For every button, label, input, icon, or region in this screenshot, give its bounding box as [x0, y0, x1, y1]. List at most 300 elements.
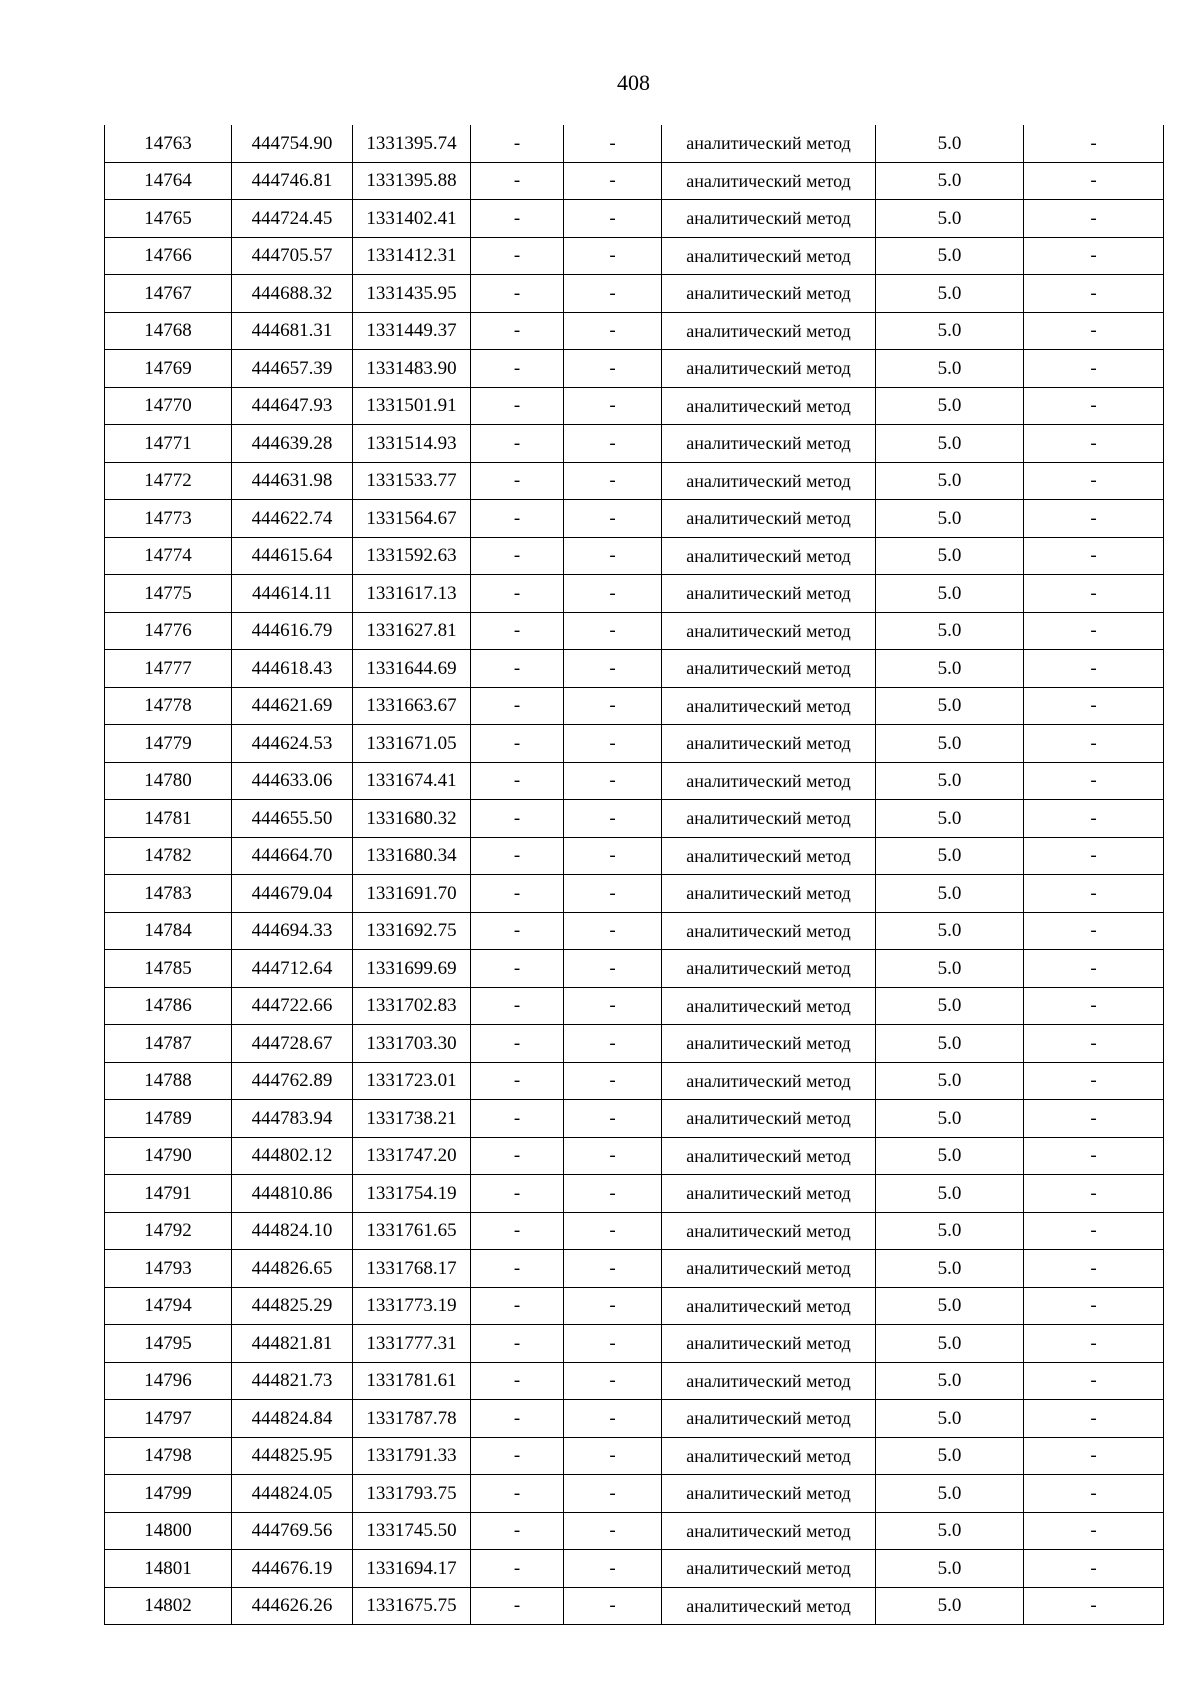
y-coordinate-cell: 1331564.67: [353, 500, 471, 538]
point-number-cell: 14766: [105, 237, 232, 275]
method-cell: аналитический метод: [662, 1137, 876, 1175]
method-cell: аналитический метод: [662, 612, 876, 650]
table-row: [105, 162, 1164, 200]
y-coordinate-cell: 1331674.41: [353, 762, 471, 800]
y-coordinate-cell: 1331501.91: [353, 387, 471, 425]
point-number-cell: 14768: [105, 312, 232, 350]
dash-cell-3: -: [1024, 1212, 1164, 1250]
table-row: [105, 200, 1164, 238]
table-row: [105, 1362, 1164, 1400]
dash-cell-1: -: [471, 650, 564, 688]
dash-cell-2: -: [564, 762, 662, 800]
y-coordinate-cell: 1331692.75: [353, 912, 471, 950]
table-row: [105, 912, 1164, 950]
y-coordinate-cell: 1331592.63: [353, 537, 471, 575]
dash-cell-1: -: [471, 1475, 564, 1513]
dash-cell-2: -: [564, 387, 662, 425]
point-number-cell: 14802: [105, 1587, 232, 1625]
y-coordinate-cell: 1331703.30: [353, 1025, 471, 1063]
dash-cell-2: -: [564, 1250, 662, 1288]
y-coordinate-cell: 1331627.81: [353, 612, 471, 650]
dash-cell-3: -: [1024, 575, 1164, 613]
point-number-cell: 14782: [105, 837, 232, 875]
table-row: [105, 987, 1164, 1025]
point-number-cell: 14772: [105, 462, 232, 500]
x-coordinate-cell: 444824.05: [232, 1475, 353, 1513]
point-number-cell: 14765: [105, 200, 232, 238]
x-coordinate-cell: 444802.12: [232, 1137, 353, 1175]
table-row: [105, 1025, 1164, 1063]
dash-cell-3: -: [1024, 1325, 1164, 1363]
dash-cell-2: -: [564, 500, 662, 538]
method-cell: аналитический метод: [662, 575, 876, 613]
method-cell: аналитический метод: [662, 687, 876, 725]
dash-cell-2: -: [564, 987, 662, 1025]
dash-cell-3: -: [1024, 237, 1164, 275]
dash-cell-3: -: [1024, 650, 1164, 688]
dash-cell-2: -: [564, 1287, 662, 1325]
dash-cell-2: -: [564, 1400, 662, 1438]
x-coordinate-cell: 444810.86: [232, 1175, 353, 1213]
method-cell: аналитический метод: [662, 312, 876, 350]
dash-cell-3: -: [1024, 387, 1164, 425]
method-cell: аналитический метод: [662, 1550, 876, 1588]
point-number-cell: 14780: [105, 762, 232, 800]
dash-cell-2: -: [564, 1475, 662, 1513]
x-coordinate-cell: 444676.19: [232, 1550, 353, 1588]
method-cell: аналитический метод: [662, 1587, 876, 1625]
x-coordinate-cell: 444824.10: [232, 1212, 353, 1250]
dash-cell-3: -: [1024, 1512, 1164, 1550]
x-coordinate-cell: 444688.32: [232, 275, 353, 313]
dash-cell-2: -: [564, 1362, 662, 1400]
method-cell: аналитический метод: [662, 1400, 876, 1438]
dash-cell-1: -: [471, 1287, 564, 1325]
dash-cell-3: -: [1024, 125, 1164, 162]
dash-cell-1: -: [471, 162, 564, 200]
dash-cell-1: -: [471, 1400, 564, 1438]
dash-cell-3: -: [1024, 425, 1164, 463]
y-coordinate-cell: 1331791.33: [353, 1437, 471, 1475]
method-cell: аналитический метод: [662, 1062, 876, 1100]
dash-cell-1: -: [471, 1512, 564, 1550]
table-row: [105, 1287, 1164, 1325]
y-coordinate-cell: 1331435.95: [353, 275, 471, 313]
y-coordinate-cell: 1331395.88: [353, 162, 471, 200]
accuracy-cell: 5.0: [876, 725, 1024, 763]
point-number-cell: 14792: [105, 1212, 232, 1250]
dash-cell-3: -: [1024, 1137, 1164, 1175]
dash-cell-2: -: [564, 875, 662, 913]
dash-cell-1: -: [471, 725, 564, 763]
method-cell: аналитический метод: [662, 1175, 876, 1213]
x-coordinate-cell: 444826.65: [232, 1250, 353, 1288]
table-row: [105, 575, 1164, 613]
accuracy-cell: 5.0: [876, 1175, 1024, 1213]
x-coordinate-cell: 444824.84: [232, 1400, 353, 1438]
table-row: [105, 1587, 1164, 1625]
method-cell: аналитический метод: [662, 950, 876, 988]
dash-cell-2: -: [564, 125, 662, 162]
point-number-cell: 14773: [105, 500, 232, 538]
accuracy-cell: 5.0: [876, 612, 1024, 650]
dash-cell-3: -: [1024, 837, 1164, 875]
table-row: [105, 1437, 1164, 1475]
dash-cell-2: -: [564, 1100, 662, 1138]
dash-cell-1: -: [471, 200, 564, 238]
method-cell: аналитический метод: [662, 725, 876, 763]
dash-cell-1: -: [471, 1212, 564, 1250]
dash-cell-1: -: [471, 350, 564, 388]
dash-cell-3: -: [1024, 762, 1164, 800]
y-coordinate-cell: 1331514.93: [353, 425, 471, 463]
dash-cell-1: -: [471, 875, 564, 913]
dash-cell-2: -: [564, 1587, 662, 1625]
dash-cell-3: -: [1024, 350, 1164, 388]
x-coordinate-cell: 444624.53: [232, 725, 353, 763]
accuracy-cell: 5.0: [876, 350, 1024, 388]
y-coordinate-cell: 1331644.69: [353, 650, 471, 688]
table-row: [105, 950, 1164, 988]
x-coordinate-cell: 444614.11: [232, 575, 353, 613]
point-number-cell: 14771: [105, 425, 232, 463]
y-coordinate-cell: 1331483.90: [353, 350, 471, 388]
table-row: [105, 837, 1164, 875]
dash-cell-1: -: [471, 1137, 564, 1175]
table-row: [105, 1250, 1164, 1288]
accuracy-cell: 5.0: [876, 1475, 1024, 1513]
method-cell: аналитический метод: [662, 837, 876, 875]
accuracy-cell: 5.0: [876, 462, 1024, 500]
accuracy-cell: 5.0: [876, 387, 1024, 425]
y-coordinate-cell: 1331761.65: [353, 1212, 471, 1250]
x-coordinate-cell: 444639.28: [232, 425, 353, 463]
x-coordinate-cell: 444825.95: [232, 1437, 353, 1475]
dash-cell-2: -: [564, 1137, 662, 1175]
dash-cell-1: -: [471, 1437, 564, 1475]
accuracy-cell: 5.0: [876, 1325, 1024, 1363]
dash-cell-3: -: [1024, 725, 1164, 763]
x-coordinate-cell: 444621.69: [232, 687, 353, 725]
table-row: [105, 612, 1164, 650]
table-row: [105, 350, 1164, 388]
accuracy-cell: 5.0: [876, 762, 1024, 800]
dash-cell-3: -: [1024, 162, 1164, 200]
method-cell: аналитический метод: [662, 800, 876, 838]
point-number-cell: 14787: [105, 1025, 232, 1063]
y-coordinate-cell: 1331402.41: [353, 200, 471, 238]
y-coordinate-cell: 1331449.37: [353, 312, 471, 350]
x-coordinate-cell: 444657.39: [232, 350, 353, 388]
x-coordinate-cell: 444724.45: [232, 200, 353, 238]
accuracy-cell: 5.0: [876, 875, 1024, 913]
table-row: [105, 237, 1164, 275]
dash-cell-1: -: [471, 1587, 564, 1625]
table-row: [105, 312, 1164, 350]
method-cell: аналитический метод: [662, 1362, 876, 1400]
dash-cell-3: -: [1024, 1025, 1164, 1063]
point-number-cell: 14785: [105, 950, 232, 988]
accuracy-cell: 5.0: [876, 575, 1024, 613]
y-coordinate-cell: 1331773.19: [353, 1287, 471, 1325]
table-row: [105, 1062, 1164, 1100]
dash-cell-1: -: [471, 500, 564, 538]
method-cell: аналитический метод: [662, 912, 876, 950]
dash-cell-1: -: [471, 912, 564, 950]
dash-cell-1: -: [471, 275, 564, 313]
table-row: [105, 1475, 1164, 1513]
dash-cell-1: -: [471, 837, 564, 875]
table-row: [105, 1512, 1164, 1550]
table-row: [105, 875, 1164, 913]
point-number-cell: 14796: [105, 1362, 232, 1400]
accuracy-cell: 5.0: [876, 1400, 1024, 1438]
dash-cell-3: -: [1024, 800, 1164, 838]
table-row: [105, 687, 1164, 725]
dash-cell-3: -: [1024, 462, 1164, 500]
y-coordinate-cell: 1331691.70: [353, 875, 471, 913]
dash-cell-3: -: [1024, 1362, 1164, 1400]
dash-cell-1: -: [471, 462, 564, 500]
dash-cell-1: -: [471, 425, 564, 463]
dash-cell-3: -: [1024, 987, 1164, 1025]
accuracy-cell: 5.0: [876, 987, 1024, 1025]
dash-cell-2: -: [564, 800, 662, 838]
dash-cell-2: -: [564, 687, 662, 725]
dash-cell-3: -: [1024, 1175, 1164, 1213]
point-number-cell: 14799: [105, 1475, 232, 1513]
method-cell: аналитический метод: [662, 1325, 876, 1363]
method-cell: аналитический метод: [662, 762, 876, 800]
x-coordinate-cell: 444722.66: [232, 987, 353, 1025]
y-coordinate-cell: 1331671.05: [353, 725, 471, 763]
table-row: [105, 1175, 1164, 1213]
point-number-cell: 14786: [105, 987, 232, 1025]
point-number-cell: 14781: [105, 800, 232, 838]
table-row: [105, 462, 1164, 500]
y-coordinate-cell: 1331533.77: [353, 462, 471, 500]
x-coordinate-cell: 444626.26: [232, 1587, 353, 1625]
point-number-cell: 14777: [105, 650, 232, 688]
y-coordinate-cell: 1331694.17: [353, 1550, 471, 1588]
point-number-cell: 14763: [105, 125, 232, 162]
dash-cell-1: -: [471, 950, 564, 988]
accuracy-cell: 5.0: [876, 1100, 1024, 1138]
x-coordinate-cell: 444825.29: [232, 1287, 353, 1325]
dash-cell-1: -: [471, 387, 564, 425]
accuracy-cell: 5.0: [876, 1512, 1024, 1550]
y-coordinate-cell: 1331781.61: [353, 1362, 471, 1400]
method-cell: аналитический метод: [662, 387, 876, 425]
dash-cell-3: -: [1024, 1437, 1164, 1475]
point-number-cell: 14789: [105, 1100, 232, 1138]
dash-cell-1: -: [471, 237, 564, 275]
point-number-cell: 14801: [105, 1550, 232, 1588]
table-body: [105, 125, 1164, 1625]
point-number-cell: 14790: [105, 1137, 232, 1175]
point-number-cell: 14776: [105, 612, 232, 650]
method-cell: аналитический метод: [662, 1287, 876, 1325]
dash-cell-2: -: [564, 837, 662, 875]
x-coordinate-cell: 444694.33: [232, 912, 353, 950]
table-row: [105, 275, 1164, 313]
dash-cell-2: -: [564, 312, 662, 350]
x-coordinate-cell: 444821.73: [232, 1362, 353, 1400]
point-number-cell: 14800: [105, 1512, 232, 1550]
accuracy-cell: 5.0: [876, 537, 1024, 575]
dash-cell-3: -: [1024, 687, 1164, 725]
dash-cell-1: -: [471, 762, 564, 800]
x-coordinate-cell: 444728.67: [232, 1025, 353, 1063]
table-row: [105, 1325, 1164, 1363]
accuracy-cell: 5.0: [876, 650, 1024, 688]
method-cell: аналитический метод: [662, 1250, 876, 1288]
y-coordinate-cell: 1331680.34: [353, 837, 471, 875]
accuracy-cell: 5.0: [876, 312, 1024, 350]
accuracy-cell: 5.0: [876, 1287, 1024, 1325]
dash-cell-3: -: [1024, 537, 1164, 575]
table-row: [105, 800, 1164, 838]
y-coordinate-cell: 1331768.17: [353, 1250, 471, 1288]
table-row: [105, 650, 1164, 688]
y-coordinate-cell: 1331787.78: [353, 1400, 471, 1438]
accuracy-cell: 5.0: [876, 200, 1024, 238]
method-cell: аналитический метод: [662, 350, 876, 388]
accuracy-cell: 5.0: [876, 275, 1024, 313]
y-coordinate-cell: 1331663.67: [353, 687, 471, 725]
dash-cell-3: -: [1024, 500, 1164, 538]
method-cell: аналитический метод: [662, 275, 876, 313]
x-coordinate-cell: 444769.56: [232, 1512, 353, 1550]
point-number-cell: 14784: [105, 912, 232, 950]
y-coordinate-cell: 1331617.13: [353, 575, 471, 613]
dash-cell-1: -: [471, 575, 564, 613]
dash-cell-1: -: [471, 987, 564, 1025]
accuracy-cell: 5.0: [876, 1212, 1024, 1250]
point-number-cell: 14793: [105, 1250, 232, 1288]
x-coordinate-cell: 444655.50: [232, 800, 353, 838]
y-coordinate-cell: 1331699.69: [353, 950, 471, 988]
x-coordinate-cell: 444754.90: [232, 125, 353, 162]
accuracy-cell: 5.0: [876, 1437, 1024, 1475]
method-cell: аналитический метод: [662, 875, 876, 913]
accuracy-cell: 5.0: [876, 1025, 1024, 1063]
dash-cell-3: -: [1024, 275, 1164, 313]
accuracy-cell: 5.0: [876, 162, 1024, 200]
dash-cell-2: -: [564, 912, 662, 950]
x-coordinate-cell: 444821.81: [232, 1325, 353, 1363]
accuracy-cell: 5.0: [876, 1137, 1024, 1175]
y-coordinate-cell: 1331793.75: [353, 1475, 471, 1513]
dash-cell-2: -: [564, 537, 662, 575]
x-coordinate-cell: 444633.06: [232, 762, 353, 800]
x-coordinate-cell: 444705.57: [232, 237, 353, 275]
dash-cell-1: -: [471, 1250, 564, 1288]
point-number-cell: 14788: [105, 1062, 232, 1100]
coordinates-table: [104, 125, 1164, 1625]
y-coordinate-cell: 1331680.32: [353, 800, 471, 838]
point-number-cell: 14794: [105, 1287, 232, 1325]
accuracy-cell: 5.0: [876, 237, 1024, 275]
dash-cell-2: -: [564, 725, 662, 763]
x-coordinate-cell: 444783.94: [232, 1100, 353, 1138]
accuracy-cell: 5.0: [876, 1550, 1024, 1588]
dash-cell-2: -: [564, 1025, 662, 1063]
dash-cell-2: -: [564, 650, 662, 688]
dash-cell-3: -: [1024, 200, 1164, 238]
point-number-cell: 14767: [105, 275, 232, 313]
y-coordinate-cell: 1331395.74: [353, 125, 471, 162]
y-coordinate-cell: 1331675.75: [353, 1587, 471, 1625]
method-cell: аналитический метод: [662, 1475, 876, 1513]
method-cell: аналитический метод: [662, 162, 876, 200]
dash-cell-2: -: [564, 462, 662, 500]
accuracy-cell: 5.0: [876, 1587, 1024, 1625]
dash-cell-1: -: [471, 687, 564, 725]
accuracy-cell: 5.0: [876, 687, 1024, 725]
dash-cell-1: -: [471, 312, 564, 350]
y-coordinate-cell: 1331702.83: [353, 987, 471, 1025]
x-coordinate-cell: 444616.79: [232, 612, 353, 650]
method-cell: аналитический метод: [662, 1212, 876, 1250]
method-cell: аналитический метод: [662, 1025, 876, 1063]
y-coordinate-cell: 1331777.31: [353, 1325, 471, 1363]
x-coordinate-cell: 444615.64: [232, 537, 353, 575]
accuracy-cell: 5.0: [876, 425, 1024, 463]
dash-cell-1: -: [471, 1550, 564, 1588]
dash-cell-2: -: [564, 162, 662, 200]
y-coordinate-cell: 1331754.19: [353, 1175, 471, 1213]
point-number-cell: 14779: [105, 725, 232, 763]
table-row: [105, 1550, 1164, 1588]
accuracy-cell: 5.0: [876, 837, 1024, 875]
dash-cell-3: -: [1024, 1400, 1164, 1438]
x-coordinate-cell: 444631.98: [232, 462, 353, 500]
point-number-cell: 14798: [105, 1437, 232, 1475]
method-cell: аналитический метод: [662, 537, 876, 575]
table-row: [105, 725, 1164, 763]
point-number-cell: 14769: [105, 350, 232, 388]
point-number-cell: 14791: [105, 1175, 232, 1213]
x-coordinate-cell: 444618.43: [232, 650, 353, 688]
dash-cell-1: -: [471, 1175, 564, 1213]
page-number: 408: [617, 70, 650, 95]
dash-cell-1: -: [471, 1325, 564, 1363]
accuracy-cell: 5.0: [876, 1250, 1024, 1288]
accuracy-cell: 5.0: [876, 800, 1024, 838]
dash-cell-3: -: [1024, 612, 1164, 650]
point-number-cell: 14797: [105, 1400, 232, 1438]
dash-cell-3: -: [1024, 1062, 1164, 1100]
accuracy-cell: 5.0: [876, 912, 1024, 950]
table-row: [105, 500, 1164, 538]
dash-cell-1: -: [471, 537, 564, 575]
y-coordinate-cell: 1331747.20: [353, 1137, 471, 1175]
method-cell: аналитический метод: [662, 500, 876, 538]
x-coordinate-cell: 444679.04: [232, 875, 353, 913]
dash-cell-2: -: [564, 575, 662, 613]
table-row: [105, 125, 1164, 162]
dash-cell-1: -: [471, 612, 564, 650]
dash-cell-2: -: [564, 1325, 662, 1363]
x-coordinate-cell: 444746.81: [232, 162, 353, 200]
method-cell: аналитический метод: [662, 1437, 876, 1475]
dash-cell-1: -: [471, 1025, 564, 1063]
dash-cell-1: -: [471, 1362, 564, 1400]
dash-cell-2: -: [564, 950, 662, 988]
dash-cell-2: -: [564, 1212, 662, 1250]
dash-cell-2: -: [564, 1550, 662, 1588]
